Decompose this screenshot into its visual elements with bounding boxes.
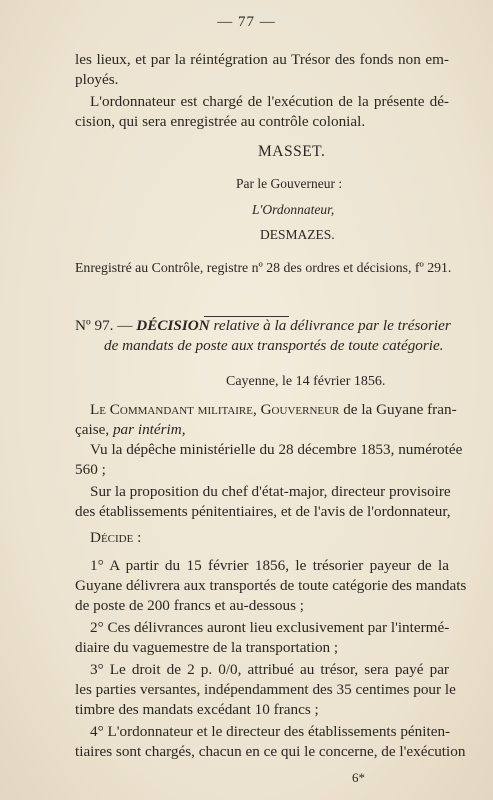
- preamble-line-2: [75, 420, 186, 440]
- article-1-line-1: 1° A partir du 15 février 1856, le trésorier payeur de la: [90, 557, 449, 574]
- intro-line-3: L'ordonnateur est chargé de l'exécution de la présente dé-: [90, 93, 449, 110]
- preamble-line-4: 560 ;: [75, 461, 106, 478]
- preamble-title-2: Gouverneur: [260, 401, 340, 418]
- preamble-line-2-a: çaise,: [75, 421, 113, 438]
- preamble-title-1: Le Commandant militaire: [90, 401, 253, 418]
- preamble-line-3: Vu la dépêche ministérielle du 28 décembre 1853, numérotée: [90, 441, 463, 458]
- intro-line-2: ployés.: [75, 71, 119, 88]
- decision-number: Nº 97. —: [75, 317, 133, 334]
- decision-title-line-1: [75, 316, 449, 336]
- decide-heading: Décide :: [90, 529, 142, 546]
- article-4-line-2: tiaires sont chargés, chacun en ce qui le concerne, de l'exécution: [75, 743, 466, 760]
- preamble-line-5: Sur la proposition du chef d'état-major, directeur provisoire: [90, 483, 451, 500]
- signature-signer: DESMAZES.: [260, 227, 335, 242]
- decision-title: relative à la délivrance par le trésorier: [209, 317, 451, 334]
- intro-line-1: les lieux, et par la réintégration au Trésor des fonds non em-: [75, 51, 449, 68]
- signature-name: MASSET.: [258, 143, 326, 160]
- preamble-separator: ,: [253, 401, 261, 418]
- decision-word: DÉCISION: [136, 317, 210, 334]
- article-1-line-3: de poste de 200 francs et au-dessous ;: [75, 597, 305, 614]
- article-3-line-2: les parties versantes, indépendamment des 35 centimes pour le: [75, 681, 456, 698]
- preamble-line-1: [90, 400, 457, 420]
- article-1-line-2: Guyane délivrera aux transportés de toute catégorie des mandats: [75, 577, 467, 594]
- article-2-line-1: 2° Ces délivrances auront lieu exclusivement par l'intermé-: [90, 619, 450, 636]
- article-3-line-1: 3° Le droit de 2 p. 0/0, attribué au trésor, sera payé par: [90, 661, 449, 678]
- page-number: — 77 —: [217, 14, 276, 30]
- article-4-line-1: 4° L'ordonnateur et le directeur des établissements péniten-: [90, 723, 451, 740]
- decision-title-line-2: de mandats de poste aux transportés de toute catégorie.: [104, 337, 444, 354]
- signature-role: L'Ordonnateur,: [252, 202, 335, 217]
- article-2-line-2: diaire du vaguemestre de la transportation ;: [75, 639, 339, 656]
- signature-mark: 6*: [352, 770, 365, 785]
- signature-by-governor: Par le Gouverneur :: [236, 176, 343, 191]
- article-3-line-3: timbre des mandats excédant 10 francs ;: [75, 701, 319, 718]
- preamble-interim: par intérim,: [112, 421, 186, 438]
- preamble-line-1-end: de la Guyane fran-: [339, 401, 457, 418]
- preamble-line-6: des établissements pénitentiaires, et de l'avis de l'ordonnateur,: [75, 503, 451, 520]
- place-date: Cayenne, le 14 février 1856.: [226, 374, 386, 389]
- intro-line-4: cision, qui sera enregistrée au contrôle colonial.: [75, 113, 366, 130]
- registration-line: Enregistré au Contrôle, registre nº 28 des ordres et décisions, fº 291.: [75, 260, 452, 275]
